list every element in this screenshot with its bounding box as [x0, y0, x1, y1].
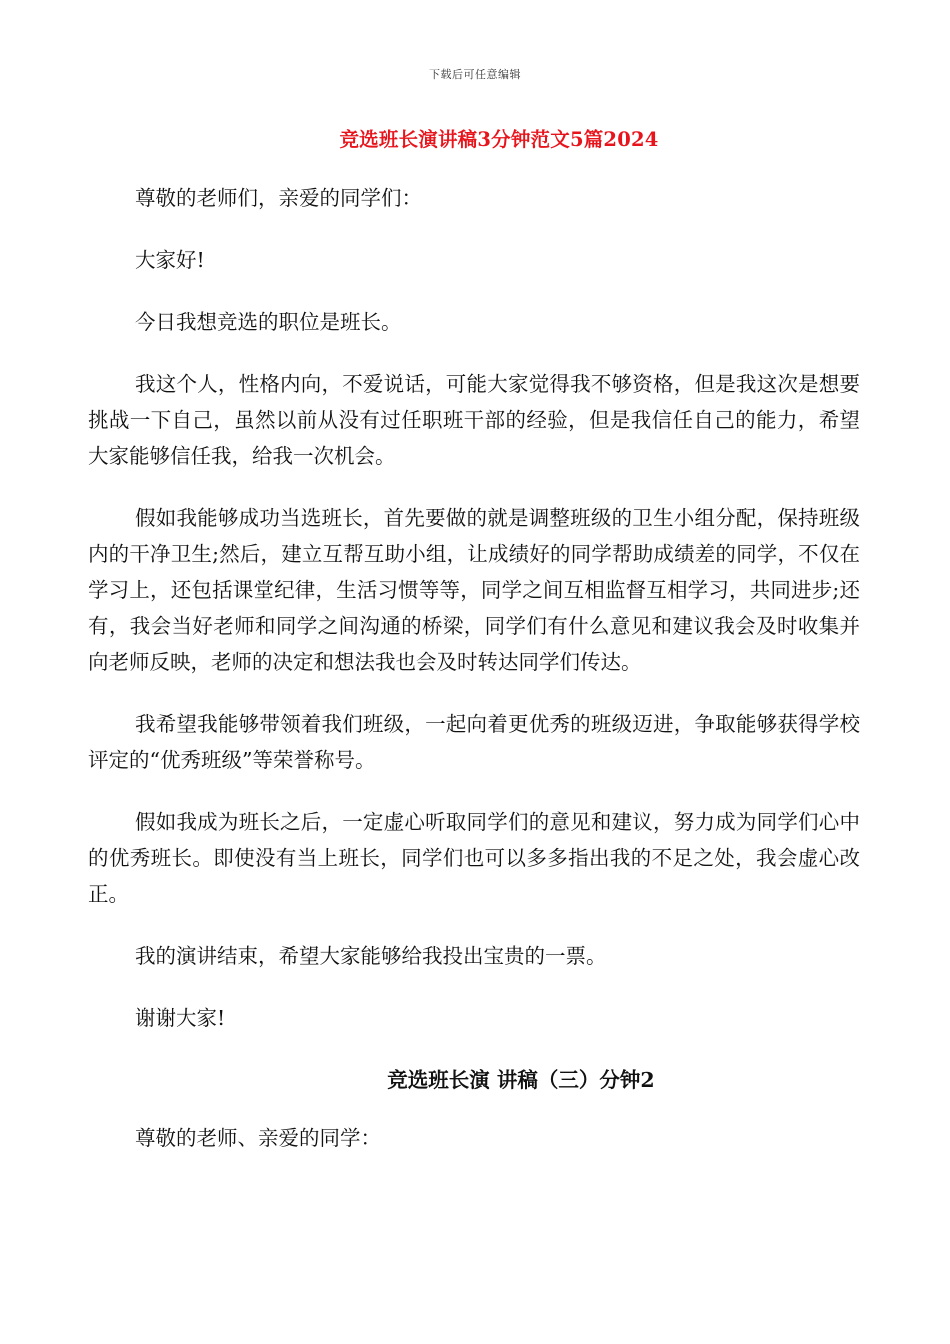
paragraph: 假如我成为班长之后，一定虚心听取同学们的意见和建议，努力成为同学们心中的优秀班长。即使没有当上班长，同学们也可以多多指出我的不足之处，我会虚心改正。	[88, 810, 860, 906]
paragraph: 我希望我能够带领着我们班级，一起向着更优秀的班级迈进，争取能够获得学校评定的“优秀班级”等荣誉称号。	[88, 712, 860, 772]
paragraph: 尊敬的老师们，亲爱的同学们：	[135, 186, 422, 210]
paragraph: 谢谢大家!	[135, 1006, 226, 1030]
document-title: 竞选班长演讲稿3分钟范文5篇2024	[339, 128, 659, 151]
paragraph: 假如我能够成功当选班长，首先要做的就是调整班级的卫生小组分配，保持班级内的干净卫生;然后，建立互帮互助小组，让成绩好的同学帮助成绩差的同学，不仅在学习上，还包括课堂纪律，生活习惯等等，同学之间互相监督互相学习，共同进步;还有，我会当好老师和同学之间沟通的桥梁，同学们有什么意见和建议我会及时收集并向老师反映，老师的决定和想法我也会及时转达同学们传达。	[88, 506, 860, 674]
paragraph: 我这个人，性格内向，不爱说话，可能大家觉得我不够资格，但是我这次是想要挑战一下自己，虽然以前从没有过任职班干部的经验，但是我信任自己的能力，希望大家能够信任我，给我一次机会。	[88, 372, 860, 468]
paragraph: 我的演讲结束，希望大家能够给我投出宝贵的一票。	[135, 944, 607, 968]
document-body	[88, 180, 860, 1182]
paragraph: 尊敬的老师、亲爱的同学：	[135, 1126, 381, 1150]
section-title: 竞选班长演 讲稿（三）分钟2	[387, 1068, 655, 1092]
paragraph: 大家好!	[135, 248, 205, 272]
paragraph: 今日我想竞选的职位是班长。	[135, 310, 402, 334]
header-note: 下载后可任意编辑	[429, 68, 521, 81]
